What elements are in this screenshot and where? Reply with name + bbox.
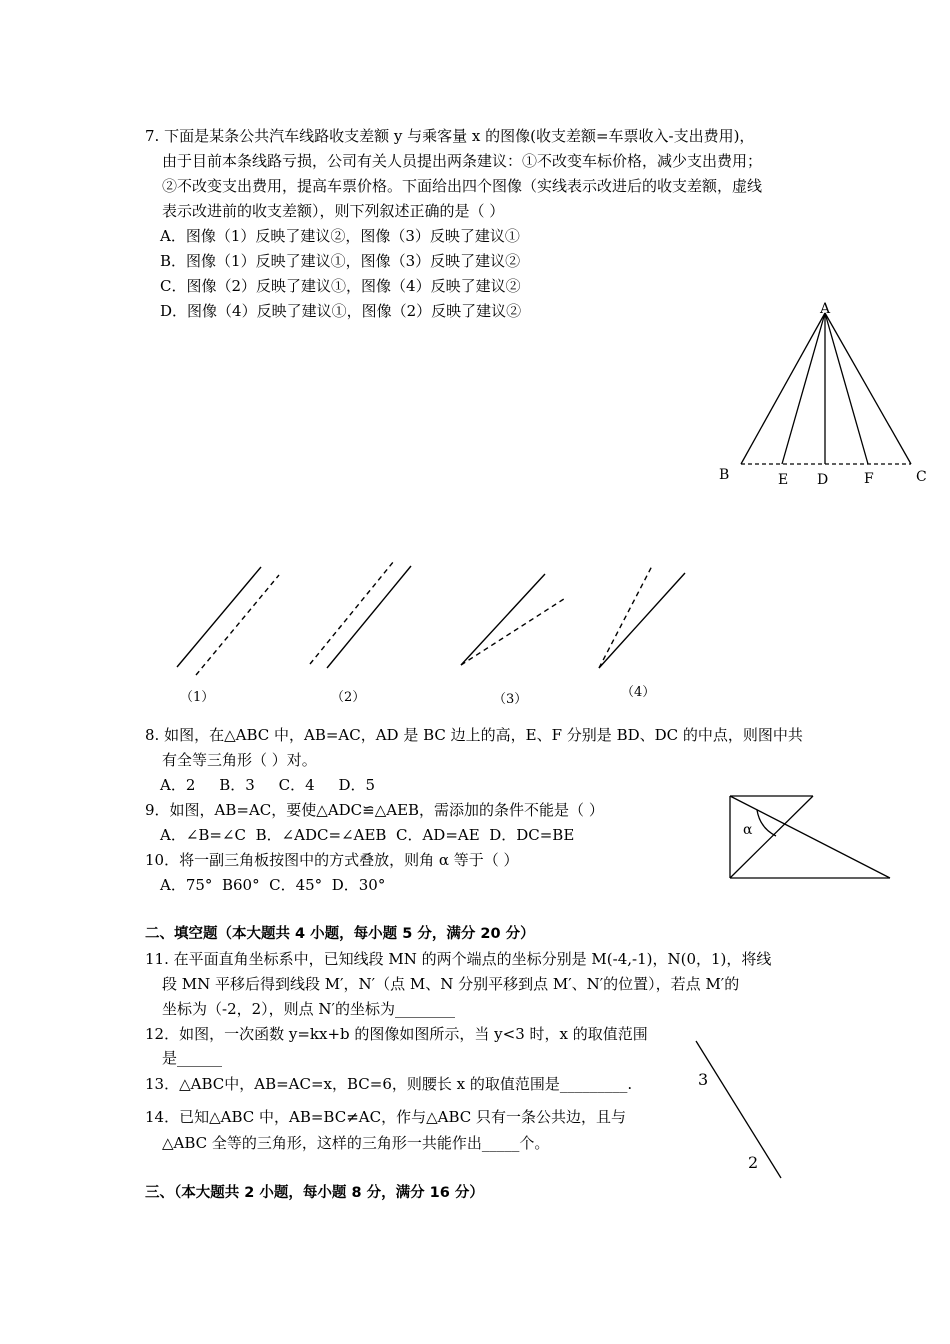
graph-label-3: 3	[698, 1070, 709, 1089]
q10-text: 10．将一副三角板按图中的方式叠放，则角 α 等于（ ）	[145, 851, 519, 869]
q7-line-3: ②不改变支出费用，提高车票价格。下面给出四个图像（实线表示改进后的收支差额，虚线	[162, 177, 763, 195]
linear-function-graph	[696, 1041, 781, 1178]
graph-3	[461, 574, 567, 665]
q7-option-b: B．图像（1）反映了建议①，图像（3）反映了建议②	[160, 252, 521, 270]
graph-3-label: （3）	[493, 692, 528, 707]
q8-options: A．2 B．3 C．4 D．5	[160, 776, 376, 794]
q12-line-1: 12．如图，一次函数 y=kx+b 的图像如图所示，当 y<3 时，x 的取值范围	[145, 1025, 648, 1043]
triangle-abc-figure	[741, 313, 911, 464]
q12-line-2: 是______	[162, 1049, 223, 1067]
graph-4	[599, 566, 685, 668]
triangle-label-d: D	[817, 472, 829, 488]
q11-line-3: 坐标为（-2，2），则点 N′的坐标为________	[162, 1000, 455, 1018]
triangle-label-b: B	[719, 467, 730, 483]
triangle-label-a: A	[820, 301, 831, 317]
q7-graphs	[177, 561, 685, 675]
graph-2	[310, 561, 411, 668]
q14-line-2: △ABC 全等的三角形，这样的三角形一共能作出_____个。	[162, 1134, 550, 1152]
section-2-heading: 二、填空题（本大题共 4 小题，每小题 5 分，满分 20 分）	[145, 926, 535, 942]
q7-option-a: A．图像（1）反映了建议②，图像（3）反映了建议①	[160, 227, 520, 245]
q13-text: 13．△ABC中，AB=AC=x，BC=6，则腰长 x 的取值范围是_________.	[145, 1075, 633, 1093]
triangle-label-f: F	[864, 471, 874, 487]
triangle-label-e: E	[778, 472, 789, 488]
graph-1-label: （1）	[180, 690, 215, 705]
q7-option-c: C．图像（2）反映了建议①，图像（4）反映了建议②	[160, 277, 521, 295]
q7-option-d: D．图像（4）反映了建议①，图像（2）反映了建议②	[160, 302, 522, 320]
graph-label-2: 2	[748, 1153, 759, 1172]
q14-line-1: 14．已知△ABC 中，AB=BC≠AC，作与△ABC 只有一条公共边，且与	[145, 1108, 626, 1126]
q11-line-2: 段 MN 平移后得到线段 M′，N′（点 M、N 分别平移到点 M′、N′的位置），若点 M′的	[162, 975, 740, 993]
graph-4-label: （4）	[621, 685, 656, 700]
set-squares-figure	[730, 796, 890, 878]
graph-1	[177, 567, 279, 675]
angle-alpha-label: α	[743, 822, 753, 838]
q11-line-1: 11. 在平面直角坐标系中，已知线段 MN 的两个端点的坐标分别是 M(-4,-1)，N(0，1)，将线	[145, 950, 772, 968]
triangle-label-c: C	[916, 469, 927, 485]
q10-options: A．75° B60° C．45° D．30°	[160, 876, 386, 894]
q7-line-1: 7. 下面是某条公共汽车线路收支差额 y 与乘客量 x 的图像(收支差额=车票收入-支出费用)，	[145, 127, 755, 145]
section-3-heading: 三、（本大题共 2 小题，每小题 8 分，满分 16 分）	[145, 1185, 484, 1201]
q9-options: A．∠B=∠C B．∠ADC=∠AEB C．AD=AE D．DC=BE	[160, 826, 575, 844]
q9-text: 9．如图，AB=AC，要使△ADC≌△AEB，需添加的条件不能是（ ）	[145, 801, 604, 819]
q8-line-1: 8. 如图，在△ABC 中，AB=AC，AD 是 BC 边上的高，E、F 分别是 BD、DC 的中点，则图中共	[145, 726, 803, 744]
q7-line-2: 由于目前本条线路亏损，公司有关人员提出两条建议：①不改变车标价格，减少支出费用；	[162, 152, 763, 170]
q8-line-2: 有全等三角形（ ）对。	[162, 751, 317, 769]
graph-2-label: （2）	[331, 690, 366, 705]
q7-line-4: 表示改进前的收支差额），则下列叙述正确的是（ ）	[162, 202, 505, 220]
